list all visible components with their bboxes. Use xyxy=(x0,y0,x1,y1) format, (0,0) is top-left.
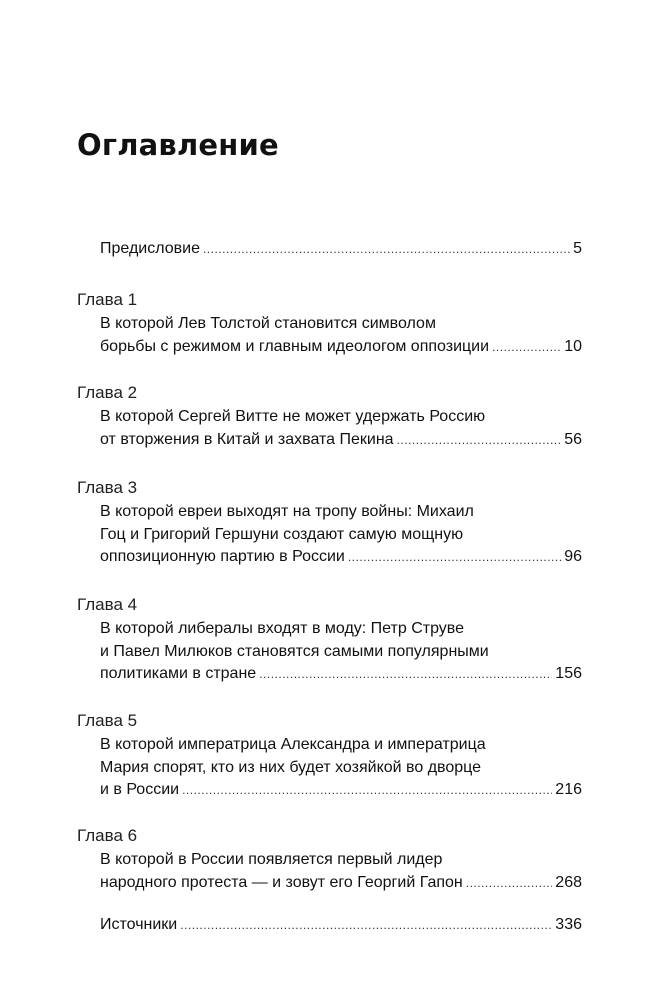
toc-entry-line xyxy=(100,429,582,452)
chapter-label: Глава 6 xyxy=(77,826,138,845)
toc-entry-preface[interactable] xyxy=(100,238,582,261)
toc-entry-text: и Павел Милюков становятся самыми популярными xyxy=(100,642,489,660)
toc-entry-text: В которой в России появляется первый лидер xyxy=(100,851,443,868)
toc-entry-text: борьбы с режимом и главным идеологом оппозиции xyxy=(100,337,490,355)
page-number: 156 xyxy=(555,665,582,682)
chapter-label: Глава 2 xyxy=(77,383,138,402)
dot-leader xyxy=(180,914,552,937)
chapter-label: Глава 5 xyxy=(77,711,138,730)
toc-entry-text: Источники xyxy=(100,916,178,933)
page-number: 336 xyxy=(555,916,582,933)
toc-entry-text: В которой евреи выходят на тропу войны: Михаил xyxy=(100,503,474,520)
toc-entry-chapter-4[interactable] xyxy=(100,618,582,686)
page-number: 216 xyxy=(555,781,582,798)
toc-entry-text: политиками в стране xyxy=(100,665,257,682)
dot-leader xyxy=(203,238,570,261)
page-number: 96 xyxy=(564,548,582,565)
toc-entry-line xyxy=(100,336,582,359)
toc-entry-text: народного протеста — и зовут его Георгий Гапон xyxy=(100,873,463,891)
chapter-label: Глава 3 xyxy=(77,478,138,497)
toc-entry-text: Мария спорят, кто из них будет хозяйкой во дворце xyxy=(100,758,482,776)
toc-entry-text: и в России xyxy=(100,781,180,798)
toc-entry-text: В которой либералы входят в моду: Петр Струве xyxy=(100,620,465,637)
toc-entry-chapter-3[interactable] xyxy=(100,501,582,569)
toc-entry-chapter-1[interactable] xyxy=(100,313,582,358)
toc-entry-text: от вторжения в Китай и захвата Пекина xyxy=(100,430,394,448)
toc-entry-chapter-5[interactable] xyxy=(100,734,582,802)
dot-leader xyxy=(492,336,561,359)
toc-entry-line xyxy=(100,872,582,895)
dot-leader xyxy=(348,546,561,569)
toc-entry-chapter-6[interactable] xyxy=(100,849,582,894)
toc-entry-line xyxy=(100,238,582,261)
page-number: 268 xyxy=(555,873,582,891)
dot-leader xyxy=(397,429,562,452)
chapter-label: Глава 1 xyxy=(77,290,138,309)
page-number: 10 xyxy=(564,337,582,355)
toc-entry-sources[interactable] xyxy=(100,914,582,937)
toc-entry-line xyxy=(100,546,582,569)
toc-entry-chapter-2[interactable] xyxy=(100,406,582,451)
dot-leader xyxy=(182,779,552,802)
chapter-label: Глава 4 xyxy=(77,595,138,614)
toc-entry-text: В которой императрица Александра и императрица xyxy=(100,736,486,753)
page-title: Оглавление xyxy=(77,128,279,162)
page-number: 56 xyxy=(564,430,582,448)
toc-entry-text: оппозиционную партию в России xyxy=(100,548,345,565)
toc-entry-text: В которой Лев Толстой становится символом xyxy=(100,315,436,332)
toc-entry-line xyxy=(100,779,582,802)
toc-entry-line xyxy=(100,663,582,686)
toc-entry-text: Гоц и Григорий Гершуни создают самую мощную xyxy=(100,525,464,543)
dot-leader xyxy=(259,663,552,686)
toc-entry-line xyxy=(100,914,582,937)
dot-leader xyxy=(466,872,553,895)
page-number: 5 xyxy=(573,240,582,257)
toc-entry-text: В которой Сергей Витте не может удержать Россию xyxy=(100,408,486,425)
toc-entry-text: Предисловие xyxy=(100,240,200,257)
